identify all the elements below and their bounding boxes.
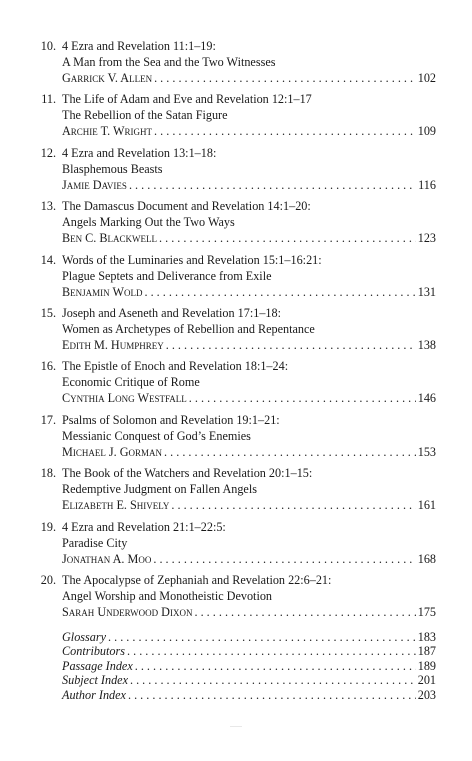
- chapter-number: 11.: [41, 92, 56, 107]
- chapter-page-number: 131: [417, 284, 436, 299]
- chapter-page-number: 102: [417, 71, 436, 85]
- chapter-subtitle: Plague Septets and Deliverance from Exile: [62, 268, 272, 283]
- chapter-number: 20.: [40, 572, 56, 587]
- back-matter-page-number: 183: [417, 630, 436, 644]
- chapter-page-number: 175: [417, 604, 436, 619]
- back-matter-page-number: 201: [417, 673, 436, 688]
- back-matter-page-number: 189: [417, 658, 436, 673]
- chapter-subtitle: Angels Marking Out the Two Ways: [62, 215, 235, 230]
- dot-leader: [127, 644, 416, 658]
- chapter-title: Psalms of Solomon and Revelation 19:1–21:: [62, 412, 280, 427]
- chapter-author: Michael J. Gorman: [62, 444, 163, 459]
- dot-leader: [164, 444, 416, 460]
- chapter-author: Elizabeth E. Shively: [62, 498, 170, 513]
- toc-entry: [0, 465, 472, 518]
- back-matter-item: [62, 644, 436, 658]
- dot-leader: [159, 230, 416, 246]
- chapter-number: 17.: [40, 412, 56, 427]
- chapter-author: Sarah Underwood Dixon: [62, 604, 193, 619]
- toc-chapter-list: [0, 38, 472, 625]
- chapter-author: Garrick V. Allen: [62, 71, 153, 85]
- chapter-number: 16.: [40, 359, 56, 374]
- dot-leader: [194, 604, 415, 620]
- toc-entry: [0, 519, 472, 572]
- chapter-title: 4 Ezra and Revelation 13:1–18:: [62, 145, 217, 160]
- chapter-page-number: 138: [417, 337, 436, 352]
- dot-leader: [166, 337, 416, 353]
- chapter-subtitle: Blasphemous Beasts: [62, 161, 163, 176]
- dot-leader: [153, 551, 415, 567]
- dot-leader: [154, 70, 416, 86]
- toc-entry: [0, 412, 472, 465]
- chapter-subtitle: Paradise City: [62, 535, 128, 550]
- chapter-title: Words of the Luminaries and Revelation 15:1–16:21:: [62, 252, 322, 267]
- chapter-page-number: 146: [417, 391, 436, 406]
- chapter-title: The Book of the Watchers and Revelation 20:1–15:: [62, 466, 313, 481]
- chapter-subtitle: Women as Archetypes of Rebellion and Repentance: [62, 321, 315, 336]
- toc-entry: [0, 145, 472, 198]
- chapter-author: Cynthia Long Westfall: [62, 391, 187, 406]
- dot-leader: [135, 659, 416, 673]
- chapter-page-number: 168: [417, 551, 436, 566]
- back-matter-label: Author Index: [62, 687, 126, 702]
- chapter-author: Ben C. Blackwell: [62, 231, 158, 246]
- chapter-author: Archie T. Wright: [62, 124, 153, 139]
- back-matter-label: Subject Index: [62, 673, 128, 688]
- page-edge-mark: [230, 726, 242, 733]
- dot-leader: [129, 177, 416, 193]
- dot-leader: [108, 630, 416, 644]
- chapter-page-number: 116: [418, 177, 436, 192]
- chapter-page-number: 109: [417, 124, 436, 139]
- toc-entry: [0, 38, 472, 91]
- chapter-subtitle: Economic Critique of Rome: [62, 375, 200, 390]
- toc-entry: [0, 198, 472, 251]
- chapter-title: The Life of Adam and Eve and Revelation 12:1–17: [62, 92, 312, 107]
- back-matter-page-number: 203: [417, 687, 436, 702]
- back-matter-item: [62, 630, 436, 644]
- back-matter-label: Passage Index: [62, 658, 133, 673]
- dot-leader: [154, 123, 416, 139]
- back-matter-item: [62, 688, 436, 702]
- chapter-number: 12.: [40, 145, 56, 160]
- chapter-author: Jamie Davies: [62, 177, 127, 192]
- chapter-number: 13.: [40, 199, 56, 214]
- chapter-title: The Apocalypse of Zephaniah and Revelation 22:6–21:: [62, 572, 332, 587]
- back-matter-label: Contributors: [62, 644, 125, 659]
- chapter-title: 4 Ezra and Revelation 11:1–19:: [62, 39, 216, 53]
- back-matter-label: Glossary: [62, 630, 107, 644]
- chapter-title: Joseph and Aseneth and Revelation 17:1–18:: [62, 305, 281, 320]
- chapter-number: 18.: [40, 466, 56, 481]
- back-matter-item: [62, 673, 436, 687]
- chapter-title: The Damascus Document and Revelation 14:1–20:: [62, 199, 311, 214]
- toc-entry: [0, 358, 472, 411]
- dot-leader: [171, 497, 415, 513]
- chapter-page-number: 161: [417, 498, 436, 513]
- chapter-title: 4 Ezra and Revelation 21:1–22:5:: [62, 519, 226, 534]
- toc-entry: [0, 252, 472, 305]
- chapter-number: 14.: [40, 252, 56, 267]
- chapter-number: 15.: [40, 305, 56, 320]
- toc-entry: [0, 572, 472, 625]
- chapter-page-number: 153: [417, 444, 436, 459]
- toc-entry: [0, 305, 472, 358]
- chapter-subtitle: A Man from the Sea and the Two Witnesses: [62, 55, 276, 69]
- chapter-title: The Epistle of Enoch and Revelation 18:1–24:: [62, 359, 289, 374]
- chapter-number: 19.: [40, 519, 56, 534]
- chapter-page-number: 123: [417, 231, 436, 246]
- chapter-subtitle: Angel Worship and Monotheistic Devotion: [62, 588, 273, 603]
- dot-leader: [144, 284, 415, 300]
- toc-entry: [0, 91, 472, 144]
- dot-leader: [128, 688, 416, 702]
- chapter-author: Edith M. Humphrey: [62, 337, 164, 352]
- toc-back-matter: [62, 630, 436, 702]
- back-matter-item: [62, 659, 436, 673]
- back-matter-page-number: 187: [417, 644, 436, 659]
- chapter-subtitle: The Rebellion of the Satan Figure: [62, 108, 228, 123]
- dot-leader: [189, 390, 416, 406]
- chapter-subtitle: Redemptive Judgment on Fallen Angels: [62, 482, 257, 497]
- dot-leader: [130, 673, 416, 687]
- chapter-subtitle: Messianic Conquest of God’s Enemies: [62, 428, 251, 443]
- chapter-author: Benjamin Wold: [62, 284, 143, 299]
- chapter-number: 10.: [40, 39, 56, 53]
- chapter-author: Jonathan A. Moo: [62, 551, 152, 566]
